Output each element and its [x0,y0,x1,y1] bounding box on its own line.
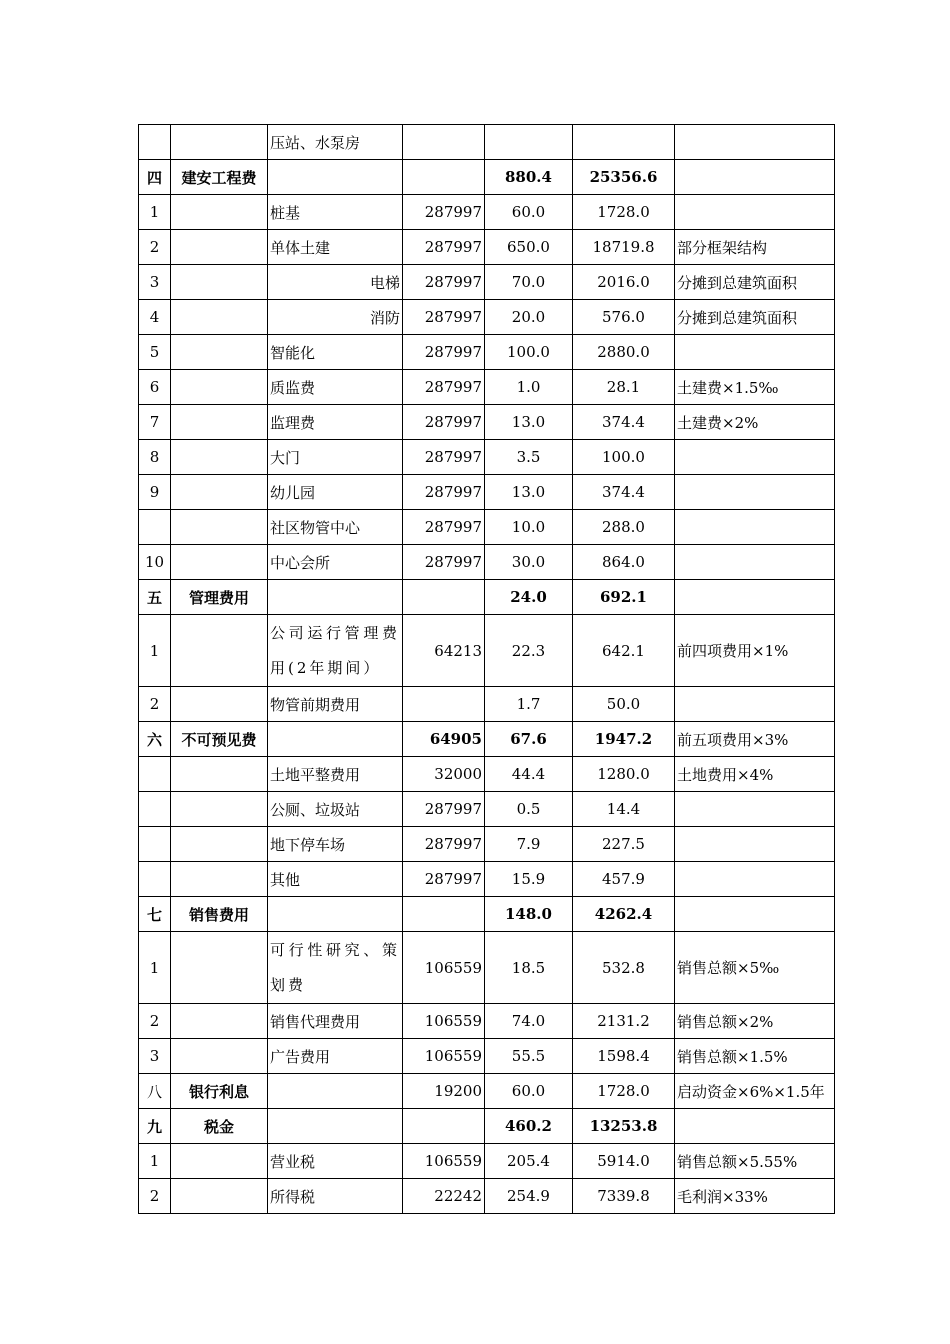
unit-cost: 3.5 [485,440,573,475]
item-name: 大门 [268,440,403,475]
item-name: 中心会所 [268,545,403,580]
section-name [171,265,268,300]
quantity: 106559 [403,932,485,1004]
total-cost: 50.0 [573,687,675,722]
table-row [139,1179,835,1214]
total-cost: 25356.6 [573,160,675,195]
row-number: 九 [139,1109,171,1144]
section-name: 建安工程费 [171,160,268,195]
section-name [171,1144,268,1179]
table-row [139,757,835,792]
remark [675,687,835,722]
total-cost: 227.5 [573,827,675,862]
item-name [268,897,403,932]
table-row [139,125,835,160]
table-row [139,195,835,230]
row-number [139,510,171,545]
remark: 销售总额×2% [675,1004,835,1039]
unit-cost: 7.9 [485,827,573,862]
quantity: 287997 [403,510,485,545]
unit-cost: 70.0 [485,265,573,300]
table-row [139,687,835,722]
total-cost: 1728.0 [573,195,675,230]
table-row [139,827,835,862]
item-name: 压站、水泵房 [268,125,403,160]
unit-cost: 880.4 [485,160,573,195]
item-name: 营业税 [268,1144,403,1179]
remark [675,897,835,932]
total-cost: 1280.0 [573,757,675,792]
total-cost: 576.0 [573,300,675,335]
total-cost: 2880.0 [573,335,675,370]
unit-cost: 30.0 [485,545,573,580]
total-cost: 5914.0 [573,1144,675,1179]
total-cost: 288.0 [573,510,675,545]
table-row [139,230,835,265]
row-number: 7 [139,405,171,440]
total-cost: 692.1 [573,580,675,615]
remark [675,475,835,510]
total-cost: 100.0 [573,440,675,475]
total-cost: 864.0 [573,545,675,580]
total-cost: 642.1 [573,615,675,687]
item-name: 智能化 [268,335,403,370]
total-cost: 1728.0 [573,1074,675,1109]
item-name: 地下停车场 [268,827,403,862]
total-cost: 2131.2 [573,1004,675,1039]
item-name [268,1074,403,1109]
row-number: 1 [139,615,171,687]
table-row [139,1004,835,1039]
remark: 土建费×1.5‰ [675,370,835,405]
item-name: 公司运行管理费用(2年期间） [268,615,403,687]
section-name [171,862,268,897]
section-name [171,370,268,405]
unit-cost: 55.5 [485,1039,573,1074]
item-name: 单体土建 [268,230,403,265]
unit-cost: 205.4 [485,1144,573,1179]
remark: 销售总额×5‰ [675,932,835,1004]
item-name [268,580,403,615]
section-name [171,300,268,335]
row-number [139,757,171,792]
section-name [171,440,268,475]
table-row [139,300,835,335]
item-name: 消防 [268,300,403,335]
remark [675,440,835,475]
section-name [171,125,268,160]
unit-cost: 0.5 [485,792,573,827]
item-name: 所得税 [268,1179,403,1214]
unit-cost: 10.0 [485,510,573,545]
section-name [171,932,268,1004]
section-name [171,475,268,510]
unit-cost: 148.0 [485,897,573,932]
table-row [139,932,835,1004]
remark [675,510,835,545]
quantity [403,1109,485,1144]
remark: 土地费用×4% [675,757,835,792]
unit-cost: 460.2 [485,1109,573,1144]
table-row [139,615,835,687]
total-cost: 374.4 [573,475,675,510]
unit-cost: 15.9 [485,862,573,897]
quantity [403,160,485,195]
total-cost: 14.4 [573,792,675,827]
remark: 销售总额×1.5% [675,1039,835,1074]
item-name: 桩基 [268,195,403,230]
quantity: 287997 [403,862,485,897]
remark: 启动资金×6%×1.5年 [675,1074,835,1109]
row-number: 七 [139,897,171,932]
row-number: 五 [139,580,171,615]
table-row [139,510,835,545]
remark: 分摊到总建筑面积 [675,300,835,335]
item-name: 质监费 [268,370,403,405]
total-cost: 532.8 [573,932,675,1004]
table-row [139,792,835,827]
row-number: 4 [139,300,171,335]
section-name [171,792,268,827]
row-number: 八 [139,1074,171,1109]
item-name [268,160,403,195]
unit-cost: 1.7 [485,687,573,722]
item-name: 土地平整费用 [268,757,403,792]
row-number: 2 [139,687,171,722]
row-number: 1 [139,1144,171,1179]
item-name: 社区物管中心 [268,510,403,545]
quantity: 64213 [403,615,485,687]
row-number [139,862,171,897]
item-name: 广告费用 [268,1039,403,1074]
section-row [139,1109,835,1144]
unit-cost [485,125,573,160]
remark: 前五项费用×3% [675,722,835,757]
remark [675,792,835,827]
table-row [139,265,835,300]
unit-cost: 67.6 [485,722,573,757]
table-row [139,1039,835,1074]
remark [675,195,835,230]
total-cost: 1598.4 [573,1039,675,1074]
quantity: 22242 [403,1179,485,1214]
table-body [139,125,835,1214]
section-row [139,722,835,757]
quantity: 19200 [403,1074,485,1109]
section-name [171,510,268,545]
item-name [268,722,403,757]
quantity: 287997 [403,265,485,300]
total-cost: 7339.8 [573,1179,675,1214]
unit-cost: 60.0 [485,1074,573,1109]
unit-cost: 22.3 [485,615,573,687]
row-number: 1 [139,195,171,230]
row-number: 六 [139,722,171,757]
quantity: 287997 [403,475,485,510]
unit-cost: 18.5 [485,932,573,1004]
item-name: 可行性研究、策划费 [268,932,403,1004]
section-name [171,615,268,687]
unit-cost: 24.0 [485,580,573,615]
item-name: 销售代理费用 [268,1004,403,1039]
quantity: 106559 [403,1144,485,1179]
section-name: 管理费用 [171,580,268,615]
unit-cost: 13.0 [485,405,573,440]
section-name: 销售费用 [171,897,268,932]
table-row [139,545,835,580]
total-cost: 4262.4 [573,897,675,932]
row-number: 5 [139,335,171,370]
unit-cost: 650.0 [485,230,573,265]
remark: 土建费×2% [675,405,835,440]
section-name: 税金 [171,1109,268,1144]
remark [675,125,835,160]
unit-cost: 13.0 [485,475,573,510]
section-name: 银行利息 [171,1074,268,1109]
remark: 部分框架结构 [675,230,835,265]
quantity: 32000 [403,757,485,792]
section-name [171,1004,268,1039]
remark: 分摊到总建筑面积 [675,265,835,300]
remark [675,827,835,862]
quantity: 287997 [403,300,485,335]
total-cost [573,125,675,160]
remark: 销售总额×5.55% [675,1144,835,1179]
unit-cost: 74.0 [485,1004,573,1039]
section-name: 不可预见费 [171,722,268,757]
quantity [403,580,485,615]
quantity: 287997 [403,545,485,580]
section-row [139,1074,835,1109]
row-number: 3 [139,265,171,300]
total-cost: 28.1 [573,370,675,405]
item-name: 幼儿园 [268,475,403,510]
row-number: 8 [139,440,171,475]
item-name: 物管前期费用 [268,687,403,722]
section-row [139,897,835,932]
quantity: 287997 [403,230,485,265]
quantity: 287997 [403,335,485,370]
remark [675,545,835,580]
section-name [171,757,268,792]
row-number: 6 [139,370,171,405]
section-name [171,827,268,862]
total-cost: 13253.8 [573,1109,675,1144]
row-number: 9 [139,475,171,510]
unit-cost: 20.0 [485,300,573,335]
section-name [171,335,268,370]
item-name: 监理费 [268,405,403,440]
quantity: 287997 [403,792,485,827]
quantity: 106559 [403,1004,485,1039]
total-cost: 1947.2 [573,722,675,757]
section-name [171,195,268,230]
row-number: 四 [139,160,171,195]
item-name [268,1109,403,1144]
row-number: 2 [139,1179,171,1214]
unit-cost: 1.0 [485,370,573,405]
quantity: 287997 [403,370,485,405]
quantity: 287997 [403,195,485,230]
remark [675,1109,835,1144]
row-number: 10 [139,545,171,580]
row-number [139,125,171,160]
quantity: 106559 [403,1039,485,1074]
quantity: 64905 [403,722,485,757]
quantity [403,687,485,722]
section-name [171,545,268,580]
table-row [139,405,835,440]
table-row [139,862,835,897]
item-name: 其他 [268,862,403,897]
quantity: 287997 [403,827,485,862]
row-number: 2 [139,1004,171,1039]
unit-cost: 254.9 [485,1179,573,1214]
remark [675,160,835,195]
table-row [139,475,835,510]
total-cost: 457.9 [573,862,675,897]
cost-estimate-table [138,124,835,1214]
table-row [139,335,835,370]
remark: 前四项费用×1% [675,615,835,687]
table-row [139,370,835,405]
section-row [139,160,835,195]
row-number [139,827,171,862]
remark: 毛利润×33% [675,1179,835,1214]
unit-cost: 100.0 [485,335,573,370]
row-number [139,792,171,827]
unit-cost: 44.4 [485,757,573,792]
item-name: 电梯 [268,265,403,300]
quantity: 287997 [403,405,485,440]
section-row [139,580,835,615]
total-cost: 374.4 [573,405,675,440]
remark [675,862,835,897]
total-cost: 2016.0 [573,265,675,300]
section-name [171,405,268,440]
section-name [171,230,268,265]
row-number: 1 [139,932,171,1004]
quantity [403,897,485,932]
row-number: 2 [139,230,171,265]
section-name [171,687,268,722]
remark [675,335,835,370]
table-row [139,440,835,475]
quantity [403,125,485,160]
remark [675,580,835,615]
total-cost: 18719.8 [573,230,675,265]
unit-cost: 60.0 [485,195,573,230]
table-row [139,1144,835,1179]
item-name: 公厕、垃圾站 [268,792,403,827]
section-name [171,1039,268,1074]
section-name [171,1179,268,1214]
row-number: 3 [139,1039,171,1074]
quantity: 287997 [403,440,485,475]
